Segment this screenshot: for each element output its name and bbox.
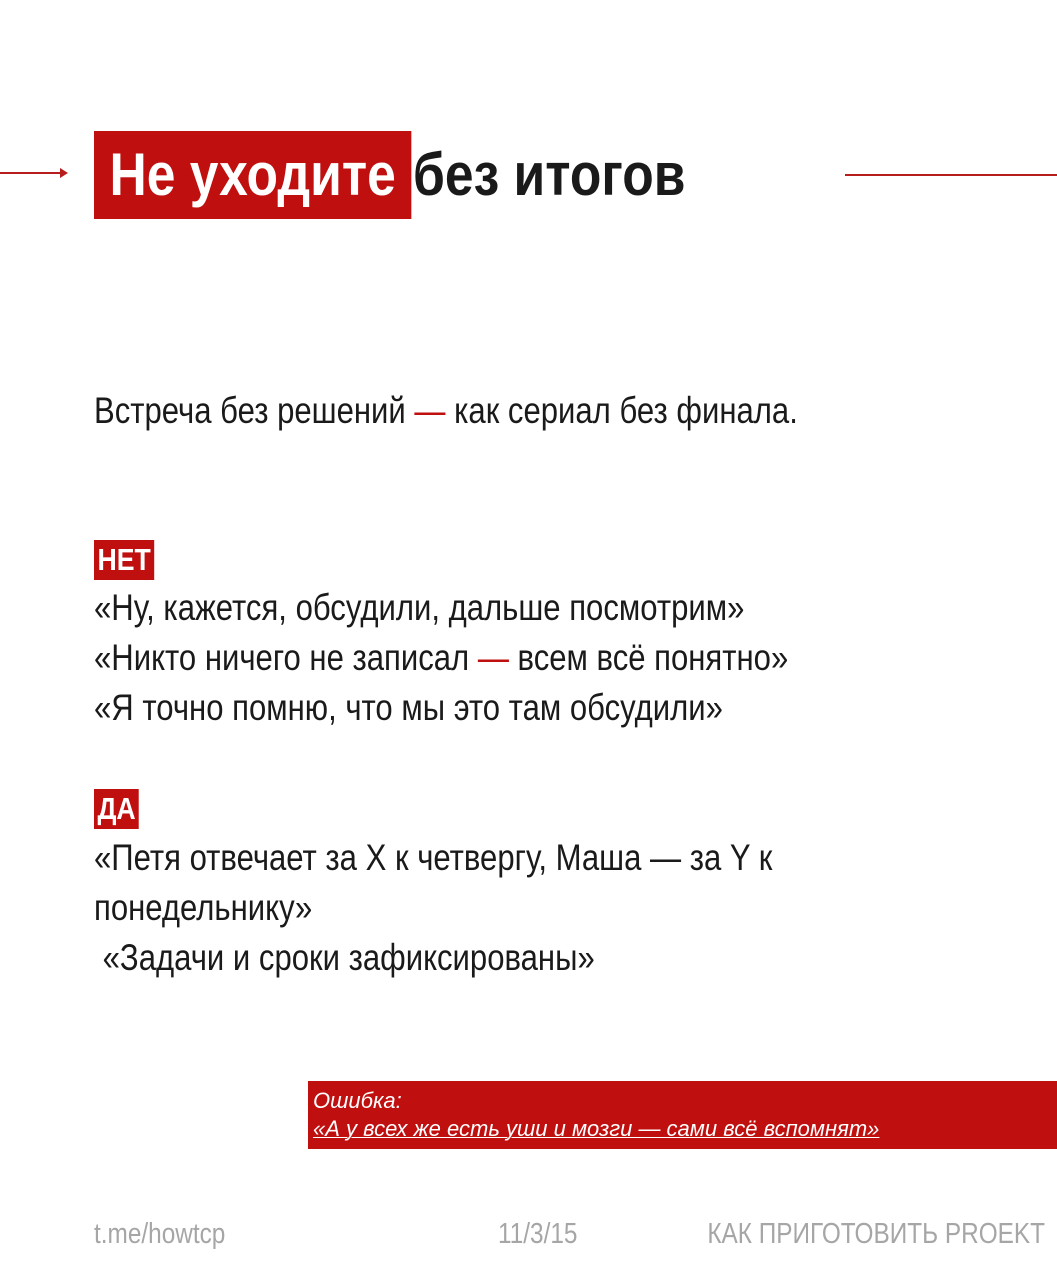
yes-quote-1: «Петя отвечает за X к четвергу, Маша — за Y к [94,837,773,878]
yes-badge: ДА [94,789,139,829]
no-quote-2-before: «Никто ничего не записал [94,637,478,678]
page-title [94,131,685,219]
no-quote-1: «Ну, кажется, обсудили, дальше посмотрим» [94,587,745,628]
no-quote-2-dash: — [477,637,509,678]
subtitle [94,386,798,436]
footer-brand: КАК ПРИГОТОВИТЬ PROEKT [707,1218,1045,1250]
subtitle-text-after: как сериал без финала. [445,390,798,431]
title-rest: без итогов [413,141,686,208]
subtitle-text-before: Встреча без решений [94,390,415,431]
footer-page-number: 11/3/15 [498,1218,578,1250]
title-highlight: Не уходите [94,131,411,219]
yes-quote-3: «Задачи и сроки зафиксированы» [94,937,595,978]
no-quote-3: «Я точно помню, что мы это там обсудили» [94,687,723,728]
no-quote-2 [94,633,788,683]
no-quote-2-after: всем всё понятно» [508,637,789,678]
left-arrow-decoration [0,172,64,174]
yes-quote-2: понедельнику» [94,887,313,928]
error-quote: «А у всех же есть уши и мозги — сами всё вспомнят» [313,1116,880,1141]
no-quotes [94,583,788,733]
right-line-decoration [845,174,1057,176]
error-callout [308,1081,1057,1149]
error-label: Ошибка: [313,1088,402,1113]
subtitle-dash: — [414,390,446,431]
yes-quotes [94,833,772,983]
footer-link[interactable]: t.me/howtcp [94,1218,226,1250]
no-badge: НЕТ [94,540,154,580]
